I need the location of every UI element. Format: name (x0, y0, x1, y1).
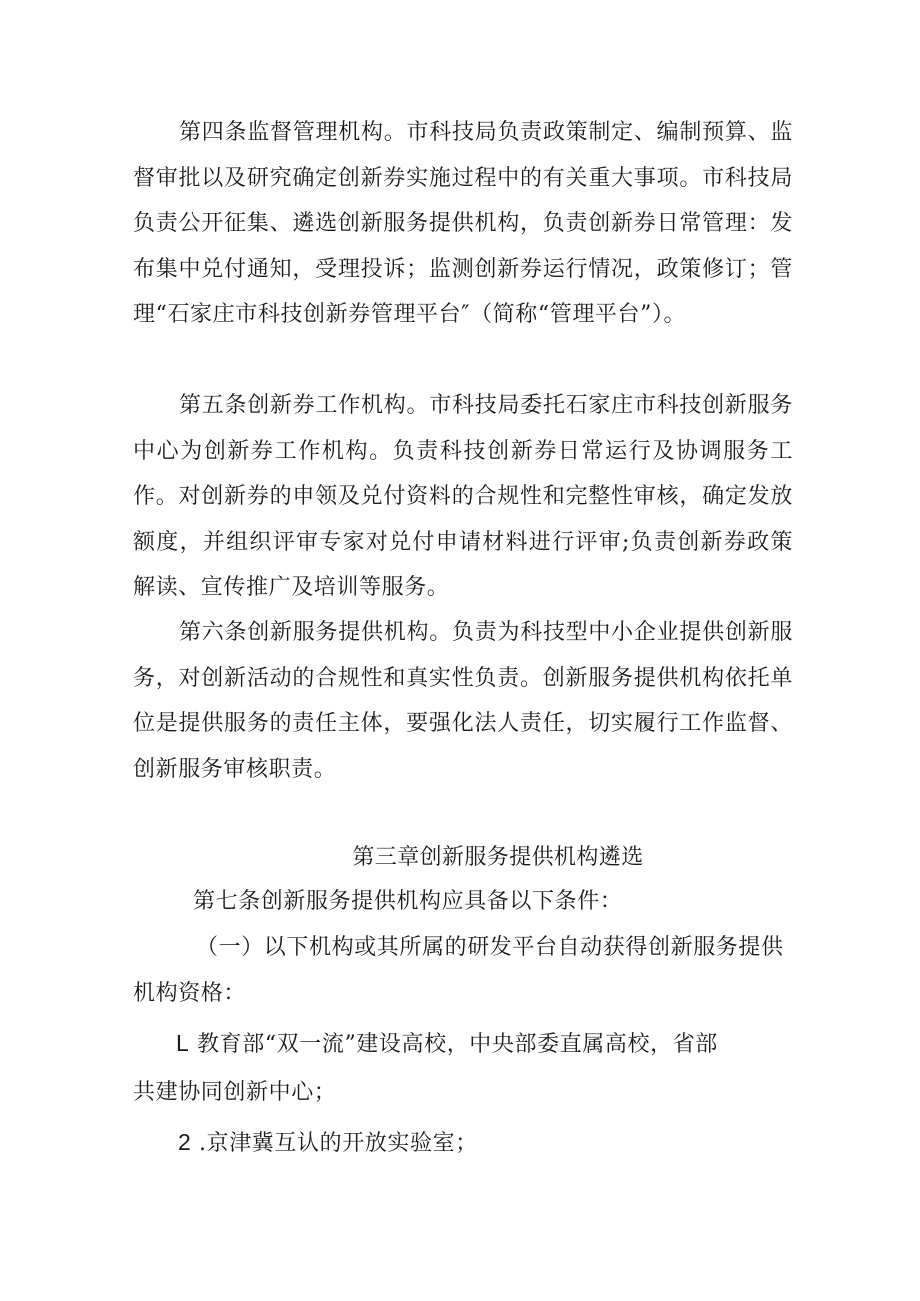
chapter-3-title: 第三章创新服务提供机构遴选 (352, 845, 644, 870)
clause-1-line-2: 机构资格： (133, 981, 247, 1006)
item-1-marker: L (176, 1030, 190, 1056)
article-6-paragraph: 第六条创新服务提供机构。负责为科技型中小企业提供创新服务，对创新活动的合规性和真实性负责。创新服务提供机构依托单位是提供服务的责任主体，要强化法人责任，切实履行工作监督、创新服务审核职责。 (133, 620, 793, 782)
item-1-text: 教育部“双一流”建设高校，中央部委直属高校，省部 (197, 1032, 718, 1057)
item-2-text: .京津冀互认的开放实验室； (199, 1131, 478, 1156)
article-7-paragraph: 第七条创新服务提供机构应具备以下条件： (193, 889, 623, 914)
clause-1-line-1: （一）以下机构或其所属的研发平台自动获得创新服务提供 (196, 935, 784, 960)
item-2-marker: 2 (178, 1129, 192, 1155)
article-5-paragraph: 第五条创新券工作机构。市科技局委托石家庄市科技创新服务中心为创新券工作机构。负责科技创新券日常运行及协调服务工作。对创新券的申领及兑付资料的合规性和完整性审核，确定发放额度，并组织评审专家对兑付申请材料进行评审;负责创新券政策解读、宣传推广及培训等服务。 (133, 393, 793, 600)
item-1-line-1 (176, 1027, 718, 1061)
item-1-line-2: 共建协同创新中心； (133, 1080, 337, 1105)
item-2-line (178, 1126, 478, 1160)
article-4-paragraph: 第四条监督管理机构。市科技局负责政策制定、编制预算、监督审批以及研究确定创新券实施过程中的有关重大事项。市科技局负责公开征集、遴选创新服务提供机构，负责创新券日常管理：发布集中兑付通知，受理投诉；监测创新券运行情况，政策修订；管理“石家庄市科技创新券管理平台″（简称“管理平台”）。 (133, 120, 793, 327)
